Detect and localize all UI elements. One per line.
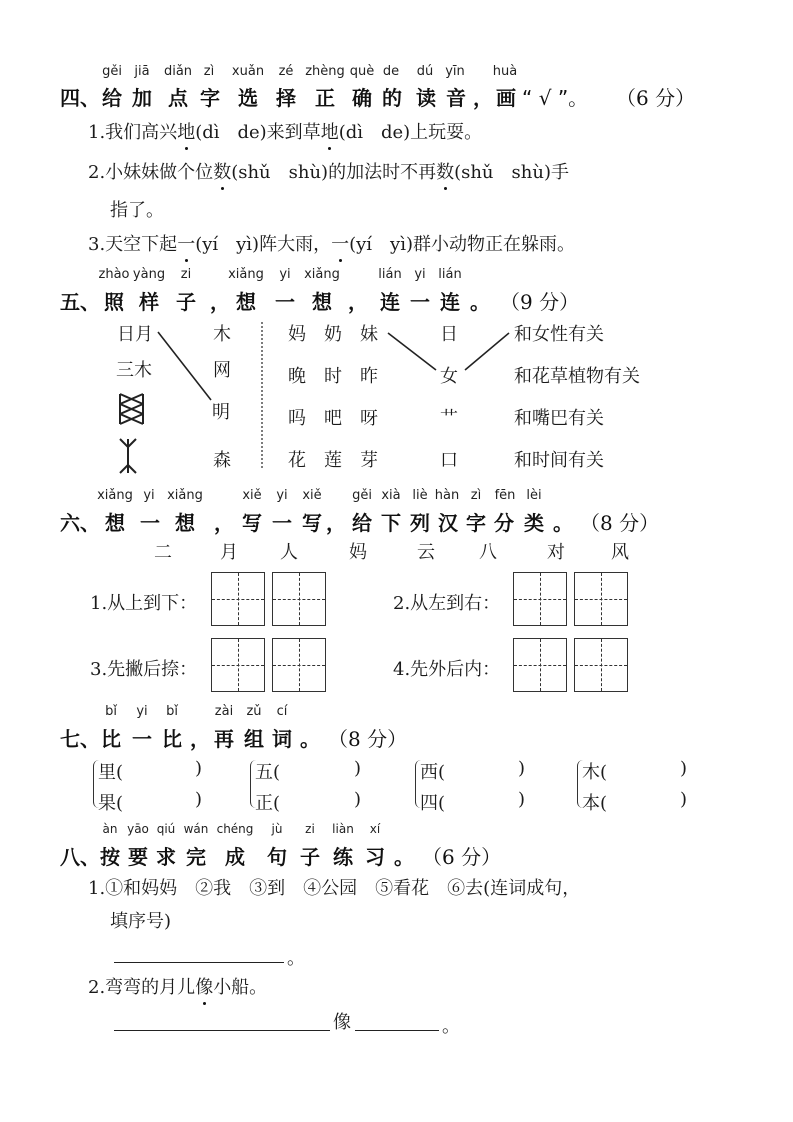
match-line: [465, 333, 509, 370]
score: （6 分）: [616, 86, 696, 110]
pinyin: xiě: [242, 488, 262, 503]
heading-char: 。: [470, 290, 490, 314]
period: 。: [287, 948, 305, 969]
text: 小船。: [213, 977, 268, 998]
char: 人: [280, 542, 298, 563]
writing-grid-box[interactable]: [574, 572, 628, 626]
heading-char: 一: [410, 290, 430, 314]
heading-char: 类: [524, 511, 544, 535]
heading-char: 读: [416, 86, 436, 110]
writing-grid-box[interactable]: [272, 572, 326, 626]
period: 。: [442, 1016, 460, 1037]
heading-char: 想: [236, 290, 256, 314]
question-8-1: 1.①和妈妈 ②我 ③到 ④公园 ⑤看花 ⑥去(连词成句，: [88, 878, 581, 899]
pinyin: xiě: [302, 488, 322, 503]
heading-char: ，: [473, 86, 493, 110]
dotted-char: 数: [213, 162, 232, 183]
meaning-2: 和花草植物有关: [514, 366, 640, 387]
word-group-4: 花 莲 芽: [288, 450, 378, 471]
score: （6 分）: [422, 845, 502, 869]
pair-top-char: 西(: [420, 762, 446, 783]
heading-char: 字: [466, 511, 486, 535]
pinyin: jù: [271, 822, 283, 836]
pinyin: lèi: [526, 488, 542, 503]
heading-char: 习: [365, 845, 385, 869]
char: 对: [547, 542, 565, 563]
heading-char: 一: [275, 290, 295, 314]
pinyin: bǐ: [166, 704, 178, 719]
heading-char: 。: [553, 511, 573, 535]
heading-char: 比: [101, 727, 121, 751]
heading-char: 写: [302, 511, 322, 535]
heading-char: 求: [156, 845, 176, 869]
heading-char: ，: [190, 727, 210, 751]
close-paren: ): [354, 789, 362, 810]
pinyin: zǔ: [246, 704, 262, 719]
pinyin: yi: [143, 488, 155, 503]
pinyin: xiǎng: [97, 488, 133, 503]
close-paren: ): [680, 789, 688, 810]
pinyin: xià: [381, 488, 401, 503]
heading-char: 照: [104, 290, 124, 314]
pinyin: de: [382, 64, 400, 79]
xiang-char: 像: [333, 1012, 351, 1033]
pinyin: xiǎng: [228, 267, 264, 282]
heading-char: 正: [315, 86, 335, 110]
pinyin: huà: [492, 64, 518, 79]
heading-char: 再: [214, 727, 234, 751]
question-8-2: [88, 973, 267, 999]
radical-1: 日: [440, 324, 458, 345]
example-char-2: 网: [213, 360, 231, 381]
heading-char: 。: [300, 727, 320, 751]
heading-char: 给: [352, 511, 372, 535]
char: 月: [220, 542, 238, 563]
text: (shǔ shù)手: [454, 162, 569, 183]
dotted-char: 像: [195, 977, 214, 998]
section7-pinyin-row: [0, 704, 793, 720]
score: （9 分）: [500, 290, 580, 314]
writing-grid-box[interactable]: [211, 638, 265, 692]
heading-char: 比: [162, 727, 182, 751]
radical-3: 艹: [440, 408, 458, 429]
example-compound-2: 三木: [116, 360, 152, 381]
char: 二: [154, 542, 172, 563]
heading-char: 成: [225, 845, 245, 869]
section8-heading: [60, 841, 760, 867]
category-label-1: 1.从上到下：: [90, 593, 198, 614]
heading-char: 子: [176, 290, 196, 314]
pinyin: xiǎng: [167, 488, 203, 503]
heading-char: 连: [440, 290, 460, 314]
char: 八: [479, 542, 497, 563]
text: (yí yì)阵大雨，: [195, 234, 332, 255]
category-label-3: 3.先撇后捺：: [90, 659, 198, 680]
character-list: [0, 538, 793, 562]
heading-char: 词: [272, 727, 292, 751]
dotted-char: 地: [177, 122, 196, 143]
pinyin: xí: [369, 822, 381, 836]
writing-grid-box[interactable]: [272, 638, 326, 692]
pinyin: dú: [416, 64, 434, 79]
pinyin: zì: [203, 64, 215, 79]
char: 妈: [349, 542, 367, 563]
text: (yí yì)群小动物正在躲雨。: [349, 234, 575, 255]
section7-heading: [60, 723, 760, 749]
text: 2.小妹妹做个位: [88, 162, 214, 183]
question-4-2-cont: 指了。: [110, 200, 164, 221]
text: (shǔ shù)的加法时不再: [231, 162, 437, 183]
pinyin: yi: [136, 704, 148, 719]
pinyin: jiā: [134, 64, 150, 79]
pinyin: yi: [279, 267, 291, 282]
pinyin: yi: [276, 488, 288, 503]
heading-char: 。: [394, 845, 414, 869]
pinyin: cí: [276, 704, 288, 719]
pinyin: fēn: [494, 488, 516, 503]
heading-char: 点: [168, 86, 188, 110]
pinyin: què: [349, 64, 375, 79]
heading-char: 按: [100, 845, 120, 869]
score: （8 分）: [328, 727, 408, 751]
pair-top-char: 五(: [255, 762, 281, 783]
heading-char: 句: [267, 845, 287, 869]
pair-top-char: 里(: [98, 762, 124, 783]
heading-char: 完: [186, 845, 206, 869]
heading-char: 一: [140, 511, 160, 535]
text: 1.我们高兴: [88, 122, 178, 143]
category-label-2: 2.从左到右：: [393, 593, 501, 614]
dotted-char: 一: [331, 234, 350, 255]
dotted-char: 一: [177, 234, 196, 255]
match-line: [158, 332, 211, 400]
heading-char: 给: [102, 86, 122, 110]
pinyin: lián: [438, 267, 462, 282]
answer-blank[interactable]: [114, 962, 284, 963]
heading-char: 画: [496, 86, 516, 110]
pinyin: xuǎn: [231, 64, 265, 79]
section-number: 六、: [60, 511, 100, 535]
heading-char: 要: [128, 845, 148, 869]
heading-char: ，: [210, 290, 230, 314]
pinyin: diǎn: [163, 64, 193, 79]
section6-heading: [60, 507, 760, 533]
section-number: 八、: [60, 845, 100, 869]
pinyin: qiú: [156, 822, 176, 836]
writing-grid-box[interactable]: [211, 572, 265, 626]
heading-char: 连: [380, 290, 400, 314]
radical-2: 女: [440, 366, 458, 387]
pinyin: zé: [278, 64, 294, 79]
char: 云: [417, 542, 435, 563]
dotted-char: 数: [436, 162, 455, 183]
heading-char: 的: [382, 86, 402, 110]
pinyin: zhào: [98, 267, 130, 282]
heading-char: 一: [272, 511, 292, 535]
section-number: 五、: [60, 290, 100, 314]
section-number: 四、: [60, 86, 100, 110]
heading-char: 分: [494, 511, 514, 535]
example-compound-1: 日月: [117, 324, 153, 345]
writing-grid-box[interactable]: [513, 638, 567, 692]
pinyin: lián: [378, 267, 402, 282]
heading-char: 想: [312, 290, 332, 314]
pair-bottom-char: 果(: [98, 793, 124, 814]
pinyin: àn: [102, 822, 118, 836]
heading-char: 音: [446, 86, 466, 110]
heading-char: 写: [242, 511, 262, 535]
pinyin: bǐ: [105, 704, 117, 719]
answer-blank[interactable]: [355, 1030, 439, 1031]
pinyin: yīn: [445, 64, 465, 79]
question-8-1-cont: 填序号): [110, 911, 172, 932]
pinyin: zài: [214, 704, 234, 719]
pinyin: hàn: [434, 488, 460, 503]
close-paren: ): [195, 789, 203, 810]
pinyin: zhèng: [305, 64, 345, 79]
pinyin: liàn: [332, 822, 354, 836]
heading-char: 练: [333, 845, 353, 869]
heading-char: 下: [381, 511, 401, 535]
close-paren: ): [354, 758, 362, 779]
close-paren: ): [518, 758, 526, 779]
writing-grid-box[interactable]: [574, 638, 628, 692]
score: （8 分）: [580, 511, 660, 535]
word-group-3: 吗 吧 呀: [288, 408, 378, 429]
pinyin: zì: [470, 488, 482, 503]
pair-bottom-char: 四(: [420, 793, 446, 814]
pinyin: yi: [414, 267, 426, 282]
section6-pinyin-row: [0, 488, 793, 504]
pinyin: gěi: [102, 64, 122, 79]
text: (dì de)上玩耍。: [338, 122, 483, 143]
pinyin: zi: [305, 822, 315, 836]
pair-bottom-char: 正(: [255, 793, 281, 814]
meaning-3: 和嘴巴有关: [514, 408, 604, 429]
heading-char: 想: [175, 511, 195, 535]
match-line: [388, 333, 436, 370]
pinyin: gěi: [352, 488, 372, 503]
heading-char: 加: [132, 86, 152, 110]
writing-grid-box[interactable]: [513, 572, 567, 626]
heading-char: 一: [132, 727, 152, 751]
pinyin: xiǎng: [304, 267, 340, 282]
close-paren: ): [195, 758, 203, 779]
pinyin: wán: [183, 822, 209, 836]
heading-char: 确: [352, 86, 372, 110]
meaning-4: 和时间有关: [514, 450, 604, 471]
heading-char: 样: [139, 290, 159, 314]
text: 2.弯弯的月儿: [88, 977, 196, 998]
pinyin: liè: [412, 488, 428, 503]
text: 3.天空下起: [88, 234, 178, 255]
heading-char: 想: [105, 511, 125, 535]
pinyin: yàng: [132, 267, 166, 282]
heading-char: 组: [244, 727, 264, 751]
heading-char: 选: [238, 86, 258, 110]
pair-top-char: 木(: [582, 762, 608, 783]
pair-bottom-char: 本(: [582, 793, 608, 814]
close-paren: ): [518, 789, 526, 810]
section8-pinyin-row: [0, 822, 793, 838]
text: (dì de)来到草: [195, 122, 321, 143]
pinyin: yāo: [127, 822, 149, 836]
pinyin: zi: [180, 267, 192, 282]
pinyin: chéng: [216, 822, 254, 836]
category-label-4: 4.先外后内：: [393, 659, 501, 680]
heading-char: 择: [276, 86, 296, 110]
word-group-2: 晚 时 昨: [288, 366, 378, 387]
close-paren: ): [680, 758, 688, 779]
char: 风: [611, 542, 629, 563]
example-char-3: 明: [212, 402, 230, 423]
dotted-char: 地: [320, 122, 339, 143]
radical-4: 口: [440, 450, 458, 471]
heading-char: ，: [326, 511, 346, 535]
checkmark-quote: “ √ ”。: [522, 86, 589, 110]
example-char-1: 木: [213, 324, 231, 345]
meaning-1: 和女性有关: [514, 324, 604, 345]
section-number: 七、: [60, 727, 100, 751]
word-group-1: 妈 奶 妹: [288, 324, 378, 345]
heading-char: ，: [214, 511, 234, 535]
heading-char: ，: [348, 290, 368, 314]
heading-char: 汉: [438, 511, 458, 535]
answer-blank[interactable]: [114, 1030, 330, 1031]
heading-char: 字: [200, 86, 220, 110]
heading-char: 列: [410, 511, 430, 535]
heading-char: 子: [300, 845, 320, 869]
example-char-4: 森: [213, 450, 231, 471]
